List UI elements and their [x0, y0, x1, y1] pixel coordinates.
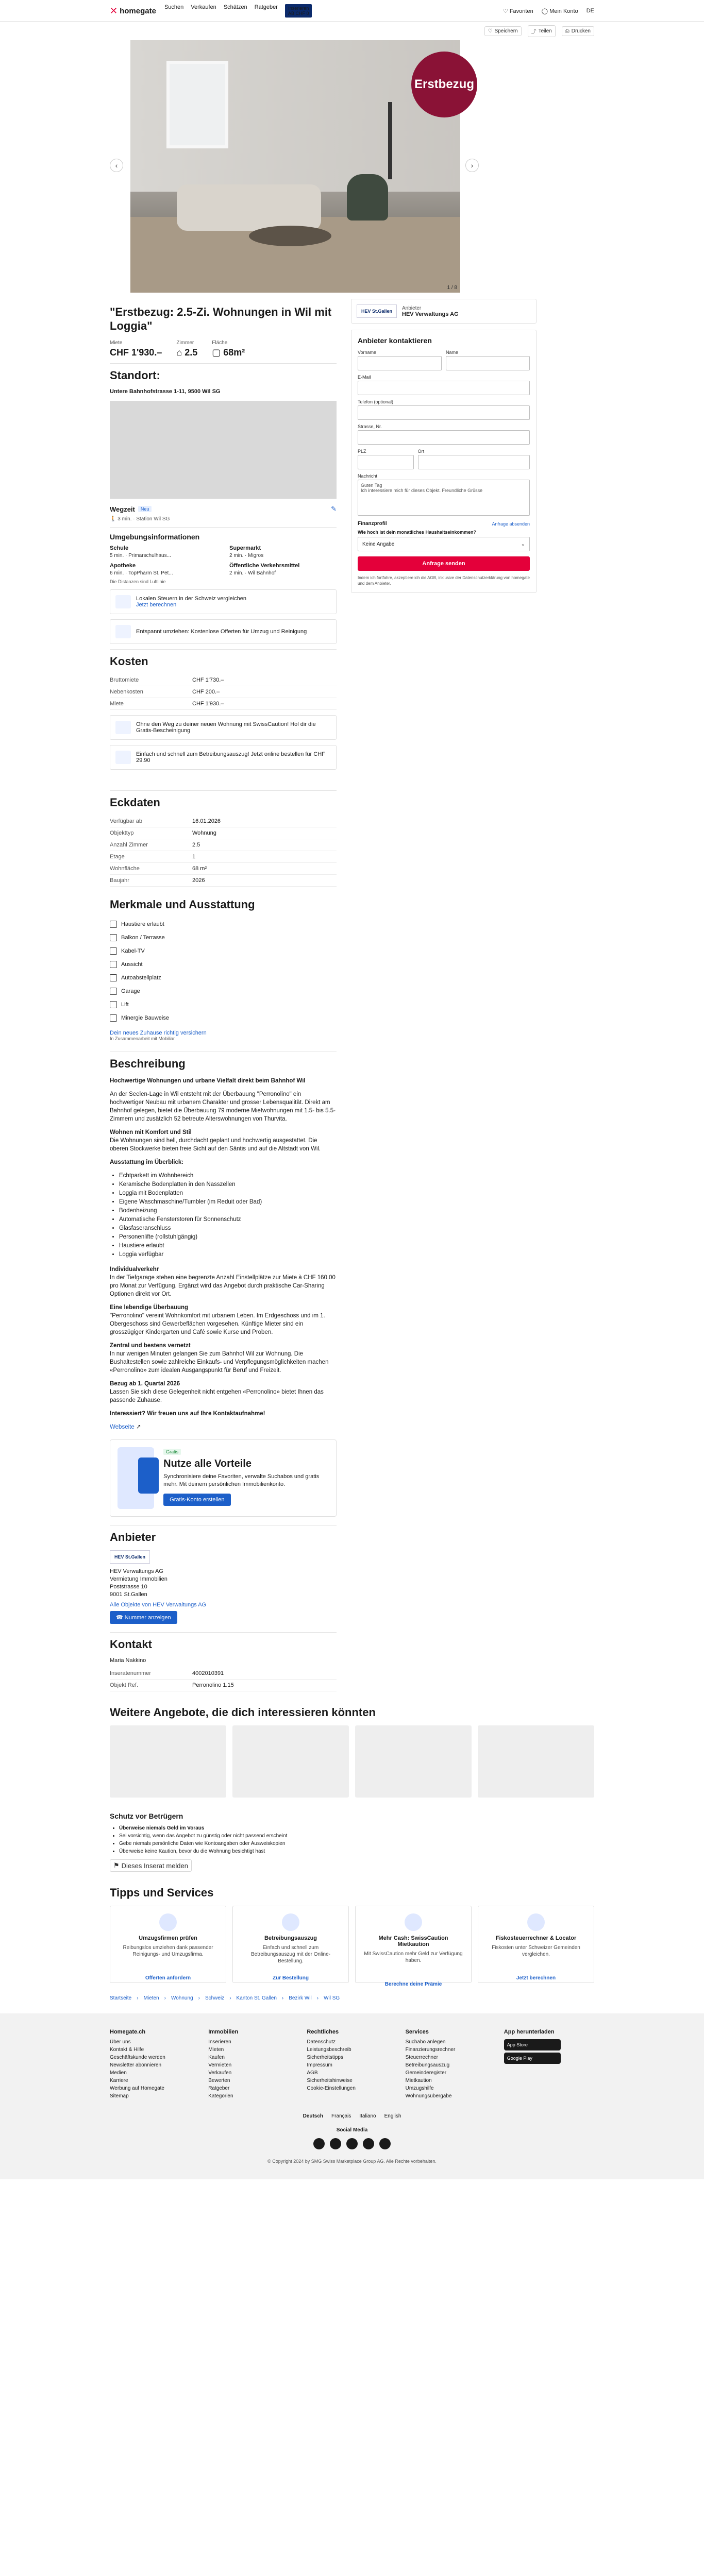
offer-card[interactable] — [478, 1725, 594, 1798]
service-card-betreibung[interactable]: Betreibungsauszug Einfach und schnell zum Betreibungsauszug mit der Online-Bestellung. Zur Bestellung — [232, 1906, 349, 1983]
insurance-link[interactable]: Dein neues Zuhause richtig versichern In Zusammenarbeit mit Mobiliar — [110, 1030, 207, 1041]
agency-logo: HEV St.Gallen — [357, 304, 397, 318]
save-button[interactable]: ♡ Speichern — [484, 26, 522, 36]
edit-route-icon[interactable]: ✎ — [331, 505, 337, 513]
details-heading: Eckdaten — [110, 796, 160, 809]
linkedin-icon[interactable] — [346, 2138, 358, 2149]
location-map[interactable] — [110, 401, 337, 499]
contact-heading: Kontakt — [110, 1638, 152, 1651]
provider-heading: Anbieter — [110, 1531, 156, 1544]
area-icon: ▢ — [212, 347, 224, 358]
details-table: Verfügbar ab 16.01.2026 Objekttyp Wohnung Anzahl Zimmer 2.5 Etage 1 Wohnfläche 68 m² Baujahr 2026 — [110, 816, 337, 887]
social-icons — [110, 2138, 594, 2149]
feature-view: Aussicht — [110, 958, 337, 971]
costs-heading: Kosten — [110, 655, 148, 668]
rent-price: CHF 1'930.– — [110, 347, 162, 358]
zip-field[interactable] — [358, 455, 414, 469]
contact-sidebar — [351, 299, 537, 1691]
fraud-protection: Schutz vor Betrügern • Überweise niemals Geld im Voraus • Sei vorsichtig, wenn das Angebot zu günstig oder nicht passend erscheint • Gebe niemals persönliche Daten wie Kontoangaben oder Ausweiskopien • Überweise keine Kaution, bevor du die Wohnung besichtigt hast ⚑ Dieses Inserat melden — [110, 1812, 594, 1872]
provider-logo: HEV St.Gallen — [110, 1550, 150, 1564]
location-heading: Standort: — [110, 369, 160, 382]
gallery-counter: 1 / 8 — [447, 285, 457, 291]
report-listing-button[interactable]: ⚑ Dieses Inserat melden — [110, 1859, 192, 1872]
cash-icon — [405, 1913, 422, 1931]
print-icon: ⎙ — [565, 28, 569, 34]
language-switcher: Deutsch Français Italiano English — [303, 2113, 401, 2119]
service-card-moving[interactable]: Umzugsfirmen prüfen Reibungslos umziehen dank passender Reinigungs- und Umzugsfirma. Offerten anfordern — [110, 1906, 226, 1983]
calculator-icon — [527, 1913, 545, 1931]
nav-ratgeber[interactable]: Ratgeber — [254, 4, 278, 10]
twitter-icon[interactable] — [379, 2138, 391, 2149]
nav-schaetzen[interactable]: Schätzen — [223, 4, 247, 10]
rooms-icon: ⌂ — [176, 347, 185, 358]
car-icon — [110, 974, 117, 981]
feature-pets: Haustiere erlaubt — [110, 918, 337, 931]
leaf-icon — [110, 1014, 117, 1022]
footer-col-rechtliches: Rechtliches Datenschutz Leistungsbeschreib Sicherheitstipps Impressum AGB Sicherheitshinweise Cookie-Einstellungen — [307, 2029, 356, 2091]
contact-name: Maria Nakkino — [110, 1657, 146, 1664]
swisscaution-link[interactable]: Ohne den Weg zu deiner neuen Wohnung mit SwissCaution! Hol dir die Gratis-Bescheinigung — [110, 715, 337, 740]
lastname-input[interactable] — [446, 356, 530, 370]
language-select[interactable]: DE — [586, 8, 594, 14]
betreibung-link[interactable]: Einfach und schnell zum Betreibungsauszug! Jetzt online bestellen für CHF 29.90 — [110, 745, 337, 770]
street-field[interactable] — [358, 430, 530, 445]
poi-grid — [110, 545, 337, 576]
website-link[interactable]: Webseite — [110, 1424, 135, 1430]
facebook-icon[interactable] — [313, 2138, 325, 2149]
top-navigation — [0, 0, 704, 22]
create-account-button[interactable]: Gratis-Konto erstellen — [163, 1494, 230, 1506]
footer-col-services: Services Suchabo anlegen Finanzierungsrechner Steuerrechner Betreibungsauszug Gemeinderegister Mietkaution Umzugshilfe Wohnungsübergabe — [405, 2029, 456, 2099]
nav-suchen[interactable]: Suchen — [164, 4, 184, 10]
listing-title: "Erstbezug: 2.5-Zi. Wohnungen in Wil mit Loggia" — [110, 306, 332, 332]
inserieren-button[interactable]: Inserieren AB CHF 0 — [285, 4, 312, 18]
lift-icon — [110, 1001, 117, 1008]
chevron-down-icon: ⌄ — [521, 541, 525, 547]
listing-actions — [0, 22, 704, 40]
features-heading: Merkmale und Ausstattung — [110, 898, 255, 911]
feature-lift: Lift — [110, 998, 337, 1011]
contact-form: Anbieter kontaktieren Vorname Name E-Mail Telefon (optional) Strasse, Nr. PLZ Ort Nachricht Guten Tag Ich interessiere mich für dieses Objekt. Freundliche Grüsse Finanzprofil Anfrage absenden Wie hoch ist dein monatliches Haushaltseinkommen? Keine Angabe ⌄ Anfrage senden Indem ich fortfahre, akzeptiere ich die AGB, inklusive der Datenschutzerklärung von homegate und dem Anbieter. — [351, 330, 537, 593]
all-objects-link[interactable]: Alle Objekte von HEV Verwaltungs AG — [110, 1602, 207, 1608]
moving-icon — [159, 1913, 177, 1931]
more-offers-carousel — [110, 1725, 594, 1798]
balcony-icon — [110, 934, 117, 941]
gallery-next-icon[interactable]: › — [465, 159, 479, 172]
feature-garage: Garage — [110, 985, 337, 998]
route-info: 🚶 3 min. · Station Wil SG — [110, 516, 170, 522]
tax-icon — [115, 595, 131, 608]
new-tag: Neu — [138, 506, 152, 512]
feature-balcony: Balkon / Terrasse — [110, 931, 337, 944]
google-play-badge[interactable]: Google Play — [504, 2053, 561, 2064]
address: Untere Bahnhofstrasse 1-11, 9500 Wil SG — [110, 388, 221, 395]
footer-col-immobilien: Immobilien Inserieren Mieten Kaufen Vermieten Verkaufen Bewerten Ratgeber Kategorien — [208, 2029, 239, 2099]
poi-school: Schule 5 min. · Primarschulhaus... — [110, 545, 171, 558]
walk-icon: 🚶 — [110, 516, 116, 522]
offer-card[interactable] — [355, 1725, 472, 1798]
erstbezug-badge: Erstbezug — [411, 52, 477, 117]
feature-parking: Autoabstellplatz — [110, 971, 337, 985]
message-textarea[interactable]: Guten Tag Ich interessiere mich für dieses Objekt. Freundliche Grüsse — [358, 480, 530, 516]
rooms-value: ⌂ 2.5 — [176, 347, 198, 358]
offer-card[interactable] — [110, 1725, 226, 1798]
submit-request-button[interactable]: Anfrage senden — [358, 556, 530, 571]
offer-card[interactable] — [232, 1725, 349, 1798]
external-link-icon: ↗ — [136, 1424, 141, 1430]
nav-verkaufen[interactable]: Verkaufen — [191, 4, 216, 10]
footer-col-app: App herunterladen App Store Google Play — [504, 2029, 594, 2101]
breadcrumb: Startseite › Mieten › Wohnung › Schweiz › Kanton St. Gallen › Bezirk Wil › Wil SG — [110, 1995, 340, 2001]
phone-icon: ☎ — [116, 1615, 125, 1621]
poi-supermarket: Supermarkt 2 min. · Migros — [229, 545, 264, 558]
gallery-prev-icon[interactable]: ‹ — [110, 159, 123, 172]
equipment-list: • Echtparkett im Wohnbereich • Keramische Bodenplatten in den Nasszellen • Loggia mit Bodenplatten • Eigene Waschmaschine/Tumbler (im Reduit oder Bad) • Bodenheizung • Automatische Fensterstoren für Sonnenschutz • Glasfaseranschluss • Personenlifte (rollstuhlgängig) • Haustiere erlaubt • Loggia verfügbar — [119, 1172, 337, 1259]
key-facts: Miete CHF 1'930.– Zimmer ⌂ 2.5 Fläche ▢ 68m² — [110, 340, 245, 358]
truck-icon — [115, 625, 131, 638]
garage-icon — [110, 988, 117, 995]
feature-minergie: Minergie Bauweise — [110, 1011, 337, 1025]
phone-illustration-icon — [118, 1447, 154, 1509]
agency-card[interactable]: HEV St.Gallen Anbieter HEV Verwaltungs AG — [351, 299, 537, 324]
income-select[interactable]: Keine Angabe ⌄ — [358, 537, 530, 551]
provider-address: HEV Verwaltungs AG Vermietung Immobilien Poststrasse 10 9001 St.Gallen — [110, 1568, 167, 1598]
site-footer: Homegate.ch Über uns Kontakt & Hilfe Geschäftskunde werden Newsletter abonnieren Medien Karriere Werbung auf Homegate Sitemap Immobilien Inserieren Mieten Kaufen Vermieten Verkaufen Bewerten Ratgeber Kategorien Rechtliches Datenschutz Leistungsbeschreib Sicherheitstipps Impressum AGB Sicherheitshinweise Cookie-Einstellungen Services Suchabo anlegen Finanzierungsrechner Steuerrechner Betreibungsauszug Gemeinderegister Mietkaution Umzugshilfe Wohnungsübergabe App herunterladen App Store Google Play Deutsch Français Italiano English Social Media © Copyright 2024 by SMG Swiss Marketplace Group AG. Alle Rechte vorbehalten. — [0, 2013, 704, 2179]
services-heading: Tipps und Services — [110, 1886, 214, 1899]
poi-transport: Öffentliche Verkehrsmittel 2 min. · Wil Bahnhof — [229, 563, 300, 576]
phone-field[interactable] — [358, 405, 530, 420]
surroundings-heading: Umgebungsinformationen — [110, 533, 200, 541]
features-list — [110, 918, 337, 1025]
firstname-input[interactable] — [358, 356, 442, 370]
service-card-caution[interactable]: Mehr Cash: SwissCaution Mietkaution Mit SwissCaution mehr Geld zur Verfügung haben. Berechne deine Prämie — [355, 1906, 472, 1983]
logo-mark-icon: ✕ — [110, 6, 118, 16]
feature-cable: Kabel-TV — [110, 944, 337, 958]
print-button[interactable]: ⎙ Drucken — [562, 26, 594, 36]
email-field[interactable] — [358, 381, 530, 395]
flag-icon: ⚑ — [113, 1861, 120, 1869]
heart-icon: ♡ — [488, 28, 493, 34]
costs-table: Bruttomiete CHF 1'730.– Nebenkosten CHF 200.– Miete CHF 1'930.– — [110, 674, 337, 710]
paw-icon — [110, 921, 117, 928]
listing-photo[interactable] — [130, 40, 474, 293]
app-store-badge[interactable]: App Store — [504, 2039, 561, 2050]
city-field[interactable] — [418, 455, 530, 469]
footer-col-homegate: Homegate.ch Über uns Kontakt & Hilfe Geschäftskunde werden Newsletter abonnieren Medien Karriere Werbung auf Homegate Sitemap — [110, 2029, 165, 2099]
more-offers-heading: Weitere Angebote, die dich interessieren könnten — [110, 1706, 376, 1719]
service-card-tax[interactable]: Fiskosteuerrechner & Locator Fiskosten unter Schweizer Gemeinden vergleichen. Jetzt berechnen — [478, 1906, 594, 1983]
services-grid — [110, 1906, 594, 1987]
document-icon — [282, 1913, 299, 1931]
finance-profile-link[interactable]: Anfrage absenden — [492, 521, 530, 527]
tv-icon — [110, 947, 117, 955]
account-promo: Gratis Nutze alle Vorteile Synchronisiere deine Favoriten, verwalte Suchabos und gratis mehr. Mit deinem persönlichen Immobilienkonto. Gratis-Konto erstellen — [110, 1439, 337, 1517]
youtube-icon[interactable] — [363, 2138, 374, 2149]
account-link[interactable]: ◯ Mein Konto — [541, 8, 578, 14]
poi-pharmacy: Apotheke 6 min. · TopPharm St. Pet... — [110, 563, 173, 576]
description: Beschreibung Hochwertige Wohnungen und urbane Vielfalt direkt beim Bahnhof Wil An der Seelen-Lage in Wil entsteht mit der Überbauung "Perronolino" ein hochwertiger Neubau mit urbanem Charakter und grosser Lebensqualität. Direkt am Bahnhof gelegen, bietet die Überbauung 79 moderne Mietwohnungen mit 1.5- bis 5.5-Zimmern und zusätzlich 52 betreute Alterswohnungen von Thurvita. Wohnen mit Komfort und Stil Die Wohnungen sind hell, durchdacht geplant und hochwertig ausgestattet. Die oberen Stockwerke bieten freie Sicht auf den Säntis und auf die Altstadt von Wil. Ausstattung im Überblick: • Echtparkett im Wohnbereich • Keramische Bodenplatten in den Nasszellen • Loggia mit Bodenplatten • Eigene Waschmaschine/Tumbler (im Reduit oder Bad) • Bodenheizung • Automatische Fensterstoren für Sonnenschutz • Glasfaseranschluss • Personenlifte (rollstuhlgängig) • Haustiere erlaubt • Loggia verfügbar Individualverkehr In der Tiefgarage stehen eine begrenzte Anzahl Einstellplätze zur Miete à CHF 160.00 pro Monat zur Verfügung. Ergänzt wird das Angebot durch praktische Car-Sharing Optionen direkt vor Ort. Eine lebendige Überbauung "Perronolino" vereint Wohnkomfort mit urbanem Leben. Im Erdgeschoss und im 1. Obergeschoss sind Gewerbeflächen vorgesehen. Künftige Mieter sind ein grosszügiger Kindergarten und Café sowie Kurse und Proben. Zentral und bestens vernetzt In nur wenigen Minuten gelangen Sie zum Bahnhof Wil zur Wohnung. Die Bushaltestellen sowie zahlreiche Einkaufs- und Verpflegungsmöglichkeiten machen «Perronolino» zum idealen Ausgangspunkt für Beruf und Freizeit. Bezug ab 1. Quartal 2026 Lassen Sie sich diese Gelegenheit nicht entgehen «Perronolino» bietet Ihnen das passende Zuhause. Interessiert? Wir freuen uns auf Ihre Kontaktaufnahme! Webseite ↗ — [110, 1057, 337, 1431]
main-nav — [164, 4, 312, 18]
view-icon — [110, 961, 117, 968]
image-gallery[interactable] — [110, 40, 481, 298]
show-number-button[interactable]: ☎ Nummer anzeigen — [110, 1611, 177, 1624]
share-icon: ⤴ — [531, 29, 537, 35]
homegate-logo[interactable]: ✕ homegate — [110, 6, 156, 16]
tax-compare-link[interactable]: Lokalen Steuern in der Schweiz vergleichen Jetzt berechnen — [110, 589, 337, 614]
instagram-icon[interactable] — [330, 2138, 341, 2149]
share-button[interactable]: ⤴ Teilen — [528, 25, 556, 37]
area-value: ▢ 68m² — [212, 347, 245, 358]
moving-offer-link[interactable]: Entspannt umziehen: Kostenlose Offerten für Umzug und Reinigung — [110, 619, 337, 644]
main-content: "Erstbezug: 2.5-Zi. Wohnungen in Wil mit Loggia" Miete CHF 1'930.– Zimmer ⌂ 2.5 Fläche ▢ 68m² Standort: Untere Bahnhofstrasse 1-11, 9500 Wil SG Wegzeit Neu ✎ 🚶 3 min. · Station Wil SG Umgebungsinformationen Schule 5 min. · Primarschulhaus... Supermarkt 2 min. · Migros Apotheke 6 min. · TopPharm St. Pet... Öffentliche Verkehrsmittel 2 min. · Wil Bahnhof Die Distanzen sind Luftlinie Lokalen Steuern in der Schweiz vergleichen Jetzt berechnen Entspannt umziehen: Kostenlose Offerten für Umzug und Reinigung Kosten Bruttomiete CHF 1'730.– Nebenkosten CHF 200.– Miete CHF 1'930.– Ohne den Weg zu deiner neuen Wohnung mit SwissCaution! Hol dir die Gratis-Bescheinigung Einfach und schnell zum Betreibungsauszug! Jetzt online bestellen für CHF 29.90 Eckdaten Verfügbar ab 16.01.2026 Objekttyp Wohnung Anzahl Zimmer 2.5 Etage 1 Wohnfläche 68 m² Baujahr 2026 Merkmale und Ausstattung Haustiere erlaubt Balkon / Terrasse Kabel-TV Aussicht Autoabstellplatz Garage Lift Minergie Bauweise Dein neues Zuhause richtig versichern In Zusammenarbeit mit Mobiliar Beschreibung Hochwertige Wohnungen und urbane Vielfalt direkt beim Bahnhof Wil An der Seelen-Lage in Wil entsteht mit der Überbauung "Perronolino" ein hochwertiger Neubau mit urbanem Charakter und grosser Lebensqualität. Direkt am Bahnhof gelegen, bietet die Überbauung 79 moderne Mietwohnungen mit 1.5- bis 5.5-Zimmern und zusätzlich 52 betreute Alterswohnungen von Thurvita. Wohnen mit Komfort und Stil Die Wohnungen sind hell, durchdacht geplant und hochwertig ausgestattet. Die oberen Stockwerke bieten freie Sicht auf den Säntis und auf die Altstadt von Wil. Ausstattung im Überblick: • Echtparkett im Wohnbereich • Keramische Bodenplatten in den Nasszellen • Loggia mit Bodenplatten • Eigene Waschmaschine/Tumbler (im Reduit oder Bad) • Bodenheizung • Automatische Fensterstoren für Sonnenschutz • Glasfaseranschluss • Personenlifte (rollstuhlgängig) • Haustiere erlaubt • Loggia verfügbar Individualverkehr In der Tiefgarage stehen eine begrenzte Anzahl Einstellplätze zur Miete à CHF 160.00 pro Monat zur Verfügung. Ergänzt wird das Angebot durch praktische Car-Sharing Optionen direkt vor Ort. Eine lebendige Überbauung "Perronolino" vereint Wohnkomfort mit urbanem Leben. Im Erdgeschoss und im 1. Obergeschoss sind Gewerbeflächen vorgesehen. Künftige Mieter sind ein grosszügiger Kindergarten und Café sowie Kurse und Proben. Zentral und bestens vernetzt In nur wenigen Minuten gelangen Sie zum Bahnhof Wil zur Wohnung. Die Bushaltestellen sowie zahlreiche Einkaufs- und Verpflegungsmöglichkeiten machen «Perronolino» zum idealen Ausgangspunkt für Beruf und Freizeit. Bezug ab 1. Quartal 2026 Lassen Sie sich diese Gelegenheit nicht entgehen «Perronolino» bietet Ihnen das passende Zuhause. Interessiert? Wir freuen uns auf Ihre Kontaktaufnahme! Webseite ↗ Gratis Nutze alle Vorteile Synchronisiere deine Favoriten, verwalte Suchabos und gratis mehr. Mit deinem persönlichen Immobilienkonto. Gratis-Konto erstellen Anbieter HEV St.Gallen HEV Verwaltungs AG Vermietung Immobilien Poststrasse 10 9001 St.Gallen Alle Objekte von HEV Verwaltungs AG ☎ Nummer anzeigen Kontakt Maria Nakkino Inseratenummer 4002010391 Objekt Ref. Perronolino 1.15 — [110, 302, 337, 1691]
favourites-link[interactable]: ♡ Favoriten — [502, 8, 533, 14]
contact-table: Inseratenummer 4002010391 Objekt Ref. Perronolino 1.15 — [110, 1668, 337, 1691]
